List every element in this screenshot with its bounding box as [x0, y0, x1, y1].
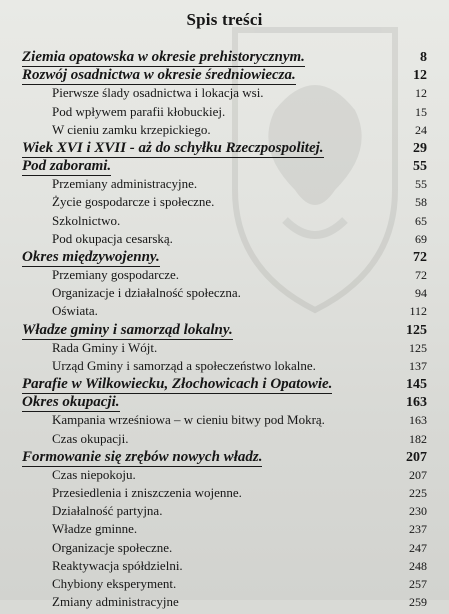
toc-page-number: 247 — [409, 541, 427, 555]
toc-entry-label: Formowanie się zrębów nowych władz. — [22, 449, 263, 465]
toc-chapter-row — [0, 49, 449, 69]
toc-entry-label: Czas okupacji. — [52, 431, 129, 446]
toc-entry-label: Okres międzywojenny. — [22, 249, 160, 265]
toc-entry-label: Urząd Gminy i samorząd a społeczeństwo lokalne. — [52, 358, 316, 373]
toc-chapter-row — [0, 376, 449, 396]
toc-section-row — [0, 213, 449, 233]
toc-page-number: 12 — [415, 86, 427, 100]
toc-page-number: 145 — [406, 377, 427, 392]
toc-section-row — [0, 267, 449, 287]
toc-section-row — [0, 285, 449, 305]
toc-entry-label: Pierwsze ślady osadnictwa i lokacja wsi. — [52, 85, 264, 100]
toc-page-number: 237 — [409, 522, 427, 536]
toc-entry-label: Oświata. — [52, 303, 98, 318]
toc-section-row — [0, 521, 449, 541]
toc-page-number: 259 — [409, 595, 427, 609]
toc-section-row — [0, 485, 449, 505]
toc-page-number: 69 — [415, 232, 427, 246]
toc-entry-label: Pod wpływem parafii kłobuckiej. — [52, 104, 226, 119]
toc-page-number: 55 — [413, 159, 427, 174]
toc-page-number: 257 — [409, 577, 427, 591]
toc-section-row — [0, 576, 449, 596]
toc-section-row — [0, 303, 449, 323]
toc-entry-label: Życie gospodarcze i społeczne. — [52, 194, 215, 209]
toc-page-number: 15 — [415, 105, 427, 119]
toc-section-row — [0, 503, 449, 523]
toc-entry-label: Działalność partyjna. — [52, 503, 163, 518]
toc-page-number: 65 — [415, 214, 427, 228]
toc-page-number: 248 — [409, 559, 427, 573]
toc-chapter-row — [0, 158, 449, 178]
toc-page-number: 182 — [409, 432, 427, 446]
toc-page-number: 94 — [415, 286, 427, 300]
page-title: Spis treści — [186, 10, 263, 29]
toc-page-number: 137 — [409, 359, 427, 373]
toc-chapter-row — [0, 449, 449, 469]
toc-chapter-row — [0, 67, 449, 87]
toc-section-row — [0, 122, 449, 142]
toc-section-row — [0, 85, 449, 105]
toc-section-row — [0, 558, 449, 578]
toc-entry-label: Rada Gminy i Wójt. — [52, 340, 158, 355]
toc-entry-label: Władze gminne. — [52, 521, 138, 536]
toc-section-row — [0, 358, 449, 378]
toc-page-number: 125 — [406, 323, 427, 338]
toc-page-number: 230 — [409, 504, 427, 518]
toc-page-number: 112 — [409, 304, 427, 318]
toc-page-number: 125 — [409, 341, 427, 355]
toc-entry-label: Ziemia opatowska w okresie prehistorycznym. — [22, 49, 305, 65]
toc-entry-label: Kampania wrześniowa – w cieniu bitwy pod Mokrą. — [52, 412, 325, 427]
toc-page-number: 225 — [409, 486, 427, 500]
toc-entry-label: Czas niepokoju. — [52, 467, 136, 482]
toc-section-row — [0, 340, 449, 360]
toc-entry-label: Organizacje i działalność społeczna. — [52, 285, 241, 300]
toc-page-number: 24 — [415, 123, 427, 137]
toc-entry-label: Przemiany gospodarcze. — [52, 267, 180, 282]
toc-entry-label: Przesiedlenia i zniszczenia wojenne. — [52, 485, 242, 500]
toc-page-number: 163 — [409, 413, 427, 427]
toc-entry-label: Przemiany administracyjne. — [52, 176, 198, 191]
toc-entry-label: Pod okupacja cesarską. — [52, 231, 173, 246]
toc-entry-label: Okres okupacji. — [22, 394, 120, 410]
toc-page-number: 29 — [413, 141, 427, 156]
toc-section-row — [0, 194, 449, 214]
toc-entry-label: Rozwój osadnictwa w okresie średniowiecza. — [22, 67, 296, 83]
toc-page-number: 12 — [413, 68, 427, 83]
toc-chapter-row — [0, 140, 449, 160]
toc-page-number: 163 — [406, 395, 427, 410]
toc-entry-label: Szkolnictwo. — [52, 213, 121, 228]
toc-page-number: 8 — [420, 50, 427, 65]
toc-page-number: 58 — [415, 195, 427, 209]
toc-entry-label: W cieniu zamku krzepickiego. — [52, 122, 211, 137]
toc-page-number: 55 — [415, 177, 427, 191]
toc-section-row — [0, 594, 449, 614]
toc-entry-label: Pod zaborami. — [22, 158, 112, 174]
toc-entry-label: Wiek XVI i XVII - aż do schyłku Rzeczpospolitej. — [22, 140, 324, 156]
toc-section-row — [0, 176, 449, 196]
toc-entry-label: Zmiany administracyjne — [52, 594, 179, 609]
toc-entry-label: Chybiony eksperyment. — [52, 576, 177, 591]
toc-section-row — [0, 431, 449, 451]
toc-entry-label: Reaktywacja spółdzielni. — [52, 558, 183, 573]
toc-section-row — [0, 231, 449, 251]
toc-entry-label: Władze gminy i samorząd lokalny. — [22, 322, 233, 338]
toc-entry-label: Organizacje społeczne. — [52, 540, 173, 555]
toc-page-number: 72 — [413, 250, 427, 265]
toc-entry-label: Parafie w Wilkowiecku, Złochowicach i Opatowie. — [22, 376, 333, 392]
toc-section-row — [0, 467, 449, 487]
toc-page-number: 207 — [409, 468, 427, 482]
toc-section-row — [0, 104, 449, 124]
toc-chapter-row — [0, 394, 449, 414]
toc-section-row — [0, 412, 449, 432]
toc-page-number: 207 — [406, 450, 427, 465]
toc-page-number: 72 — [415, 268, 427, 282]
toc-chapter-row — [0, 322, 449, 342]
toc-chapter-row — [0, 249, 449, 269]
toc-section-row — [0, 540, 449, 560]
